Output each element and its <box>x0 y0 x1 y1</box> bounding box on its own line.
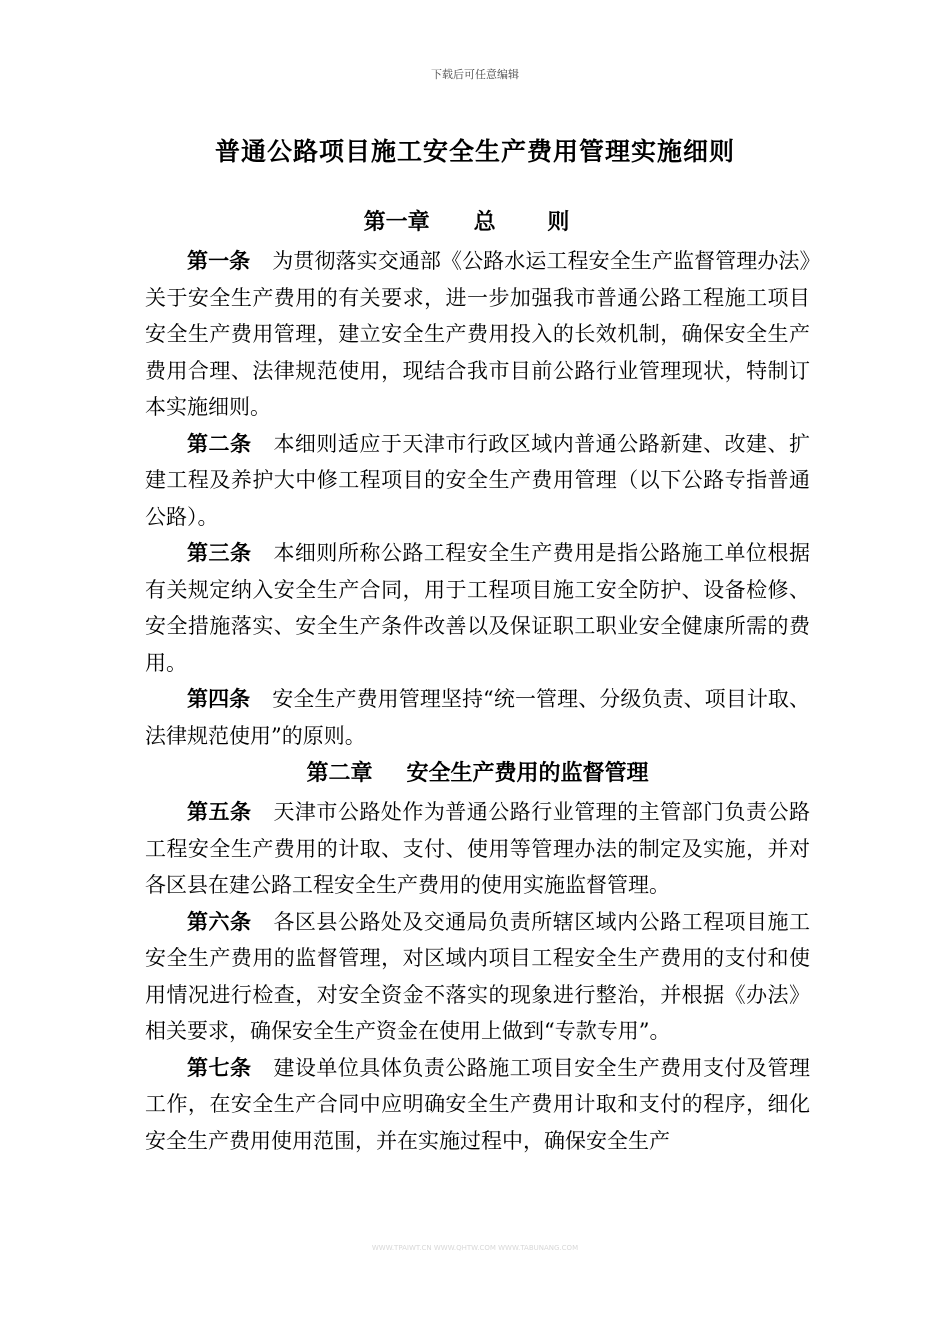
footer-watermark: WWW.TPAIWT.CN WWW.QHTW.COM WWW.TABUNANG.COM <box>371 1244 579 1252</box>
chapter-heading <box>145 754 810 794</box>
article-6 <box>145 904 810 1050</box>
article-number: 第四条 <box>187 687 251 711</box>
chapter-number: 第一章 <box>363 210 430 235</box>
article-number: 第五条 <box>187 800 252 824</box>
article-text: 为贯彻落实交通部《公路水运工程安全生产监督管理办法》关于安全生产费用的有关要求，进一步加强我市普通公路工程施工项目安全生产费用管理，建立安全生产费用投入的长效机制，确保安全生产费用合理、法律规范使用，现结合我市目前公路行业管理现状，特制订本实施细则。 <box>145 249 811 419</box>
article-text: 本细则适应于天津市行政区域内普通公路新建、改建、扩建工程及养护大中修工程项目的安全生产费用管理（以下公路专指普通公路）。 <box>145 431 811 529</box>
article-7 <box>145 1050 810 1160</box>
document-title: 普通公路项目施工安全生产费用管理实施细则 <box>214 137 735 166</box>
chapter-number: 第二章 <box>306 761 373 786</box>
article-number: 第一条 <box>187 249 251 273</box>
article-text: 本细则所称公路工程安全生产费用是指公路施工单位根据有关规定纳入安全生产合同，用于工程项目施工安全防护、设备检修、安全措施落实、安全生产条件改善以及保证职工职业安全健康所需的费用。 <box>145 541 811 675</box>
article-3 <box>145 535 810 681</box>
chapter-name: 总 则 <box>473 210 592 235</box>
article-4 <box>145 681 810 754</box>
article-5 <box>145 794 810 904</box>
article-text: 安全生产费用管理坚持“统一管理、分级负责、项目计取、法律规范使用”的原则。 <box>145 687 811 748</box>
chapter-name: 安全生产费用的监督管理 <box>406 761 649 786</box>
article-text: 建设单位具体负责公路施工项目安全生产费用支付及管理工作，在安全生产合同中应明确安全生产费用计取和支付的程序，细化安全生产费用使用范围，并在实施过程中，确保安全生产 <box>145 1055 811 1153</box>
article-2 <box>145 426 810 536</box>
chapter-heading <box>145 203 810 243</box>
article-number: 第七条 <box>187 1055 252 1080</box>
article-text: 天津市公路处作为普通公路行业管理的主管部门负责公路工程安全生产费用的计取、支付、使用等管理办法的制定及实施，并对各区县在建公路工程安全生产费用的使用实施监督管理。 <box>145 800 811 897</box>
document-body <box>145 203 810 1159</box>
article-number: 第二条 <box>187 431 252 456</box>
article-number: 第三条 <box>187 541 252 565</box>
article-text: 各区县公路处及交通局负责所辖区域内公路工程项目施工安全生产费用的监督管理，对区域内项目工程安全生产费用的支付和使用情况进行检查，对安全资金不落实的现象进行整治，并根据《办法》相关要求，确保安全生产资金在使用上做到“专款专用”。 <box>145 909 811 1043</box>
article-1 <box>145 243 810 426</box>
header-note: 下载后可任意编辑 <box>431 68 519 81</box>
article-number: 第六条 <box>187 909 252 934</box>
